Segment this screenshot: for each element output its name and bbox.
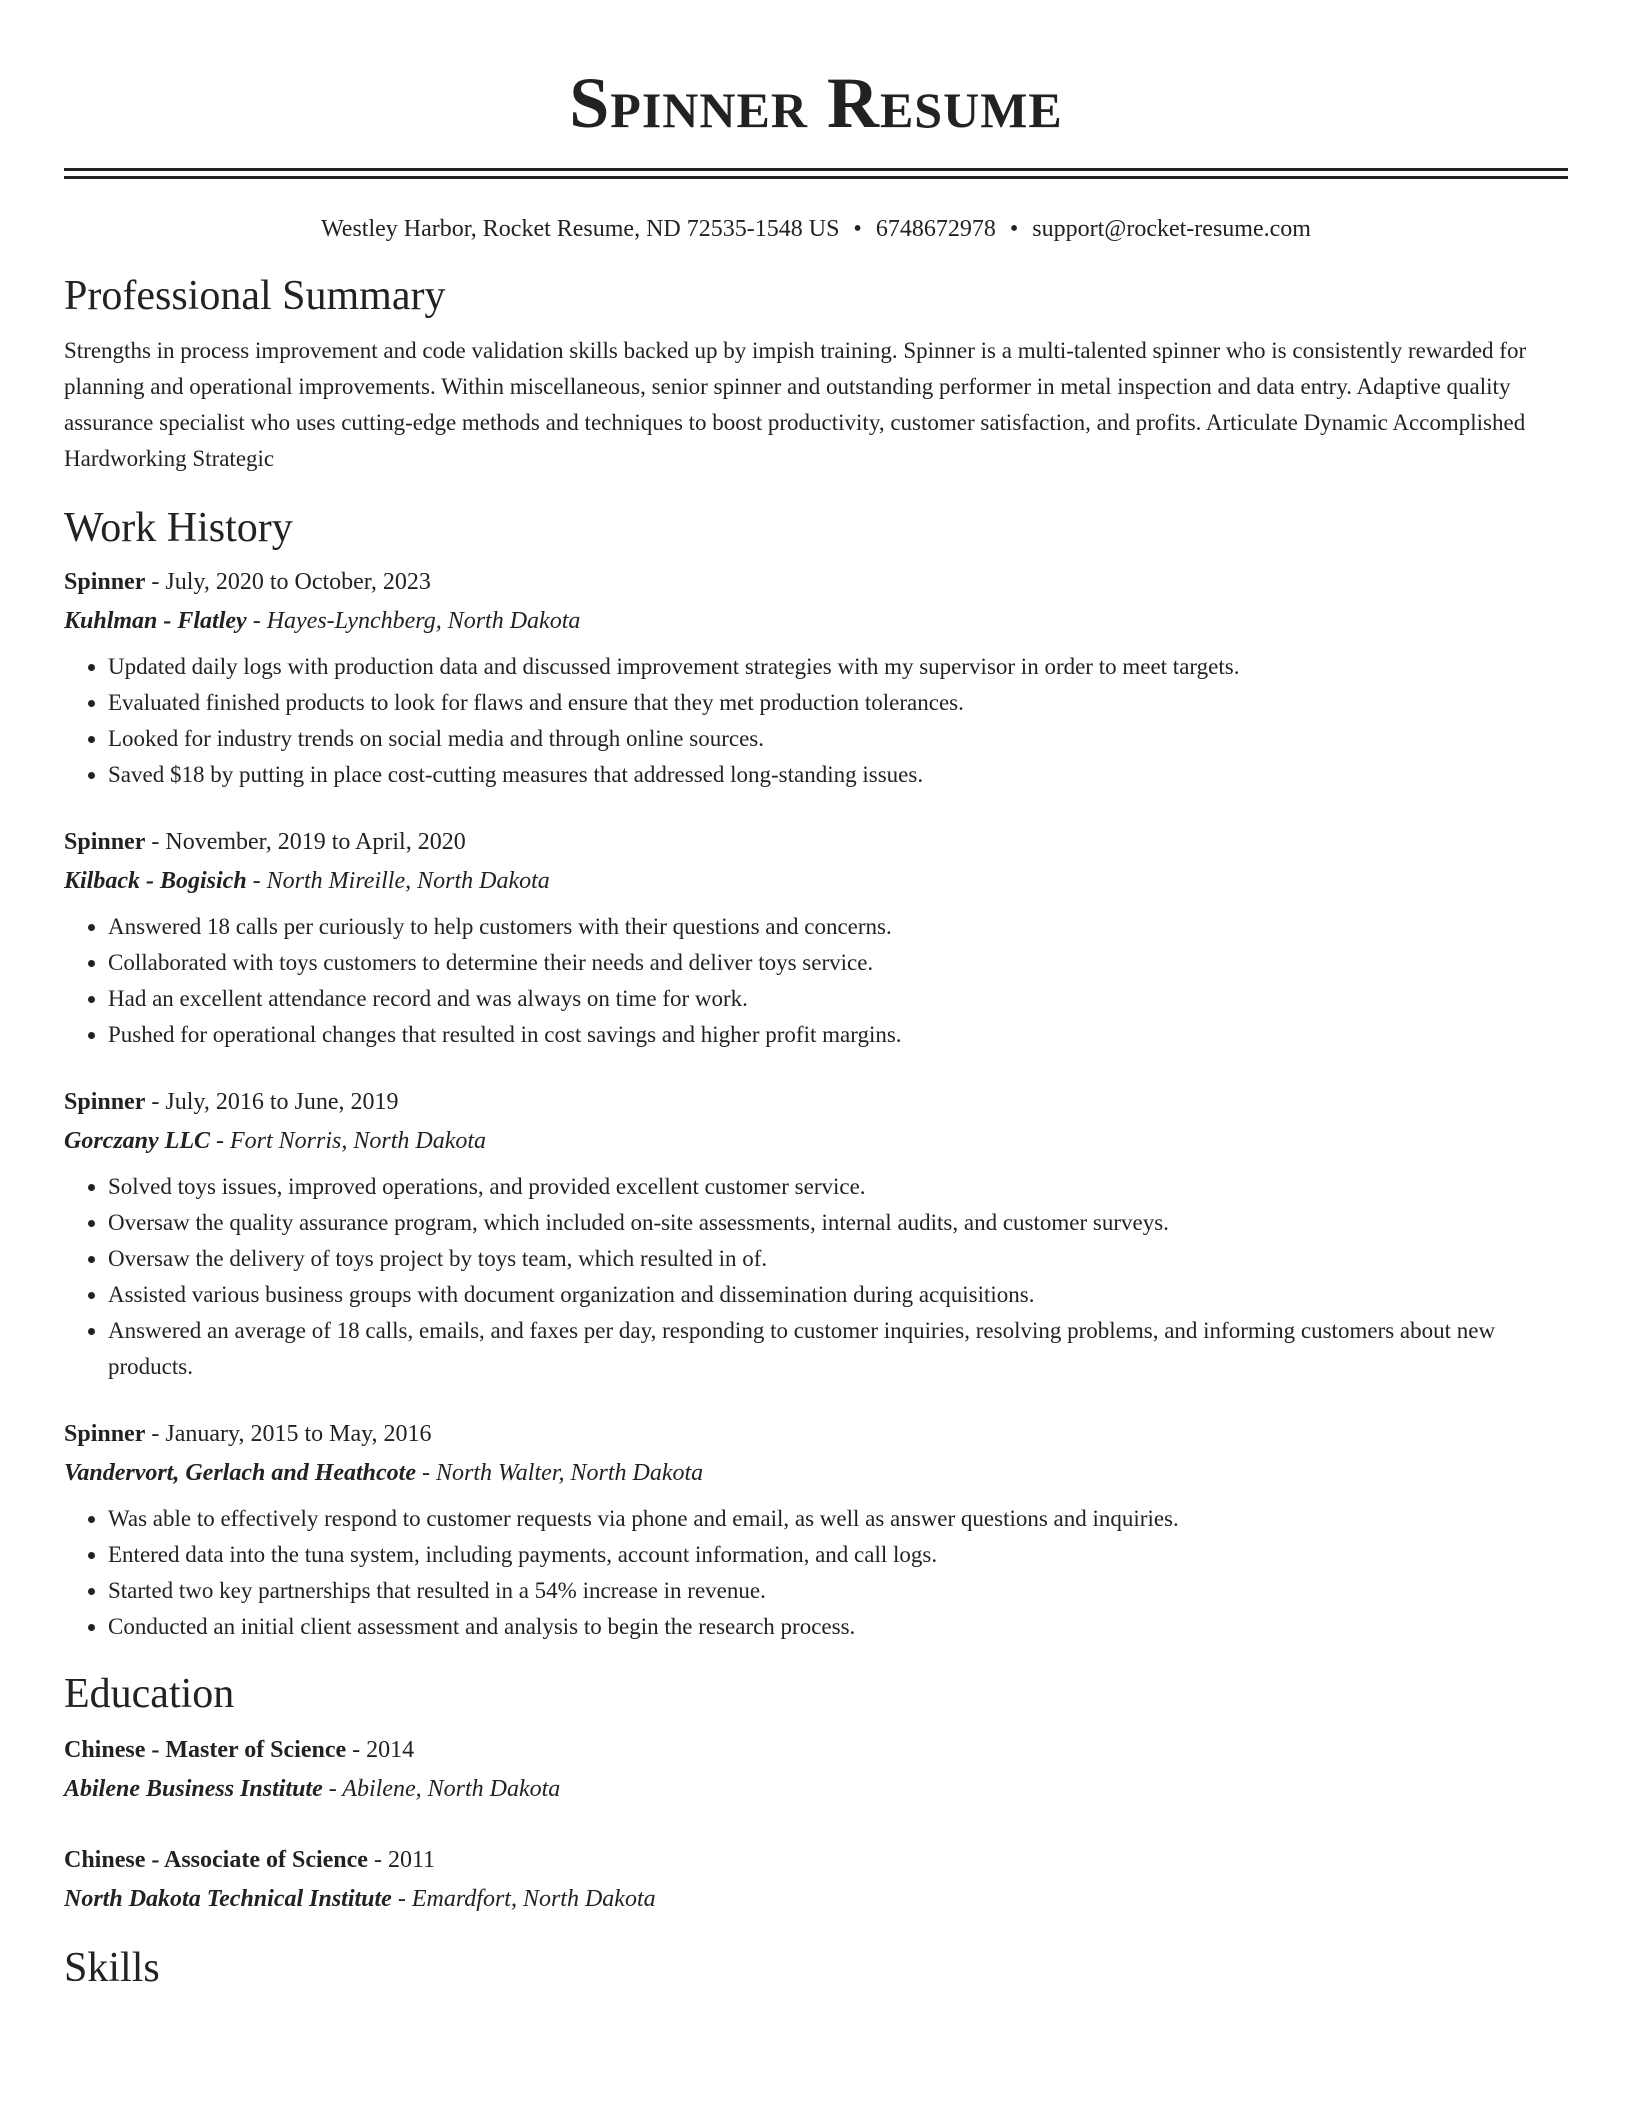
job-bullet: • Updated daily logs with production data and discussed improvement strategies with my supervisor in order to meet targets. <box>108 649 1568 685</box>
resume-page <box>64 0 1568 1993</box>
job-bullet: • Started two key partnerships that resulted in a 54% increase in revenue. <box>108 1573 1568 1609</box>
school-location: - Emardfort, North Dakota <box>391 1886 656 1912</box>
school-location: - Abilene, North Dakota <box>322 1776 561 1802</box>
contact-phone: 6748672978 <box>875 216 996 242</box>
contact-line <box>64 213 1568 245</box>
job-title: Spinner <box>64 829 146 855</box>
job-bullet: • Answered an average of 18 calls, emails, and faxes per day, responding to customer inquiries, resolving problems, and informing customers about new products. <box>108 1313 1568 1385</box>
job-dates: - July, 2020 to October, 2023 <box>145 569 431 595</box>
degree-year: - 2014 <box>346 1737 415 1763</box>
school-line <box>64 1879 1568 1919</box>
job-bullet: • Oversaw the delivery of toys project by toys team, which resulted in of. <box>108 1241 1568 1277</box>
job-entry <box>64 1083 1568 1385</box>
job-title-line <box>64 823 1568 861</box>
contact-address: Westley Harbor, Rocket Resume, ND 72535-1548 US <box>321 216 840 242</box>
job-title-line <box>64 1415 1568 1453</box>
job-entry <box>64 563 1568 793</box>
title-divider <box>64 168 1568 179</box>
job-bullet: • Saved $18 by putting in place cost-cutting measures that addressed long-standing issues. <box>108 757 1568 793</box>
job-company-line <box>64 1121 1568 1161</box>
job-title: Spinner <box>64 1089 146 1115</box>
section-heading-education: Education <box>64 1671 235 1717</box>
job-bullet: • Collaborated with toys customers to determine their needs and deliver toys service. <box>108 945 1568 981</box>
job-location: - North Mireille, North Dakota <box>246 868 550 894</box>
education-entry <box>64 1731 1568 1809</box>
job-entry <box>64 1415 1568 1645</box>
job-company-line <box>64 1453 1568 1493</box>
resume-title: Spinner Resume <box>569 63 1063 143</box>
job-bullets <box>64 1501 1568 1645</box>
job-dates: - January, 2015 to May, 2016 <box>145 1421 432 1447</box>
summary-text: Strengths in process improvement and code validation skills backed up by impish training. Spinner is a multi-talented spinner who is consistently rewarded for planning and operational improvements. Within miscellaneous, senior spinner and outstanding performer in metal inspection and data entry. Adaptive quality assurance specialist who uses cutting-edge methods and techniques to boost productivity, customer satisfaction, and profits. Articulate Dynamic Accomplished Hardworking Strategic <box>64 338 1527 471</box>
degree: Chinese - Master of Science <box>64 1737 347 1763</box>
education-entry <box>64 1841 1568 1919</box>
job-company: Gorczany LLC <box>64 1128 210 1154</box>
job-company: Vandervort, Gerlach and Heathcote <box>64 1460 416 1486</box>
job-location: - Hayes-Lynchberg, North Dakota <box>246 608 581 634</box>
job-bullets <box>64 909 1568 1053</box>
job-entry <box>64 823 1568 1053</box>
contact-email[interactable]: support@rocket-resume.com <box>1032 216 1311 242</box>
job-bullet: • Entered data into the tuna system, including payments, account information, and call logs. <box>108 1537 1568 1573</box>
job-bullet: • Solved toys issues, improved operations, and provided excellent customer service. <box>108 1169 1568 1205</box>
school-line <box>64 1769 1568 1809</box>
job-bullets <box>64 649 1568 793</box>
job-location: - North Walter, North Dakota <box>416 1460 704 1486</box>
job-company-line <box>64 861 1568 901</box>
job-bullet: • Was able to effectively respond to customer requests via phone and email, as well as answer questions and inquiries. <box>108 1501 1568 1537</box>
school: Abilene Business Institute <box>64 1776 323 1802</box>
contact-separator: • <box>1009 216 1019 242</box>
job-bullet: • Pushed for operational changes that resulted in cost savings and higher profit margins. <box>108 1017 1568 1053</box>
contact-separator: • <box>853 216 862 242</box>
job-dates: - July, 2016 to June, 2019 <box>145 1089 399 1115</box>
job-title-line <box>64 563 1568 601</box>
section-heading-work-history: Work History <box>64 505 293 551</box>
job-title: Spinner <box>64 569 146 595</box>
section-heading-summary: Professional Summary <box>64 273 446 319</box>
job-company: Kuhlman - Flatley <box>64 608 247 634</box>
job-bullet: • Assisted various business groups with document organization and dissemination during acquisitions. <box>108 1277 1568 1313</box>
job-bullet: • Evaluated finished products to look for flaws and ensure that they met production tolerances. <box>108 685 1568 721</box>
degree-year: - 2011 <box>367 1847 436 1873</box>
job-bullet: • Answered 18 calls per curiously to help customers with their questions and concerns. <box>108 909 1568 945</box>
job-bullet: • Looked for industry trends on social media and through online sources. <box>108 721 1568 757</box>
degree: Chinese - Associate of Science <box>64 1847 368 1873</box>
section-heading-skills: Skills <box>64 1945 160 1991</box>
degree-line <box>64 1841 1568 1879</box>
job-title: Spinner <box>64 1421 146 1447</box>
job-company-line <box>64 601 1568 641</box>
job-company: Kilback - Bogisich <box>64 868 247 894</box>
job-bullet: • Had an excellent attendance record and was always on time for work. <box>108 981 1568 1017</box>
school: North Dakota Technical Institute <box>64 1886 392 1912</box>
job-bullet: • Oversaw the quality assurance program, which included on-site assessments, internal audits, and customer surveys. <box>108 1205 1568 1241</box>
job-dates: - November, 2019 to April, 2020 <box>145 829 466 855</box>
degree-line <box>64 1731 1568 1769</box>
job-location: - Fort Norris, North Dakota <box>210 1128 487 1154</box>
job-bullet: • Conducted an initial client assessment and analysis to begin the research process. <box>108 1609 1568 1645</box>
job-title-line <box>64 1083 1568 1121</box>
job-bullets <box>64 1169 1568 1385</box>
